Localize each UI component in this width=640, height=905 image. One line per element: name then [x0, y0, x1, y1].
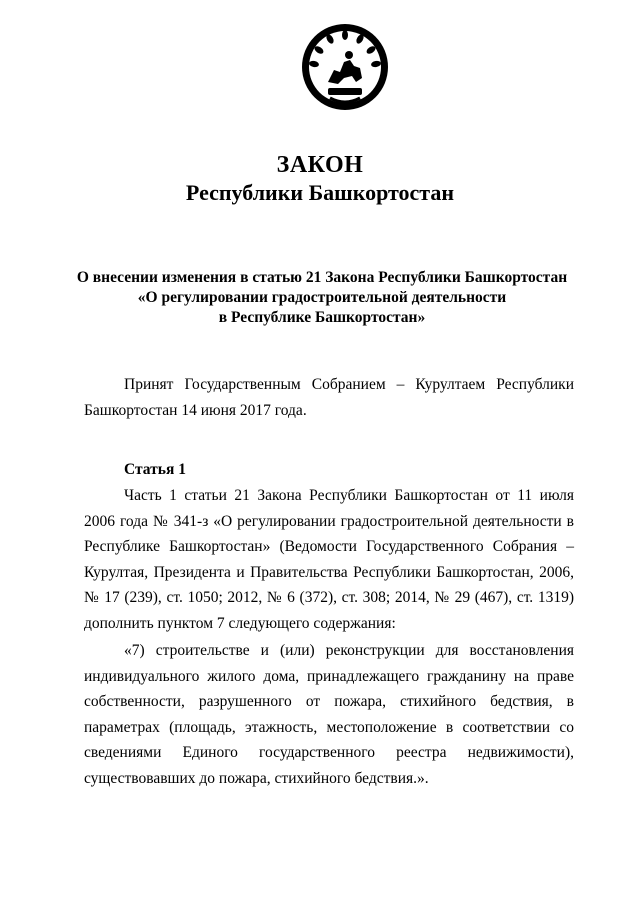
paragraph-line: Курултая, Президента и Правительства Республики Башкортостан, 2006, — [84, 563, 574, 581]
amendment-paragraph — [84, 638, 574, 792]
bashkortostan-coat-of-arms-icon — [300, 22, 390, 112]
paragraph-line: Республике Башкортостан» (Ведомости Государственного Собрания – — [84, 538, 574, 556]
document-title: ЗАКОН — [276, 152, 364, 178]
subject-line: О внесении изменения в статью 21 Закона Республики Башкортостан — [76, 269, 568, 286]
document-subtitle: Республики Башкортостан — [185, 180, 455, 205]
paragraph-line: сведениями Единого государственного реестра недвижимости), — [84, 744, 574, 762]
paragraph-line: «7) строительстве и (или) реконструкции для восстановления — [124, 642, 574, 659]
law-subject-heading — [72, 268, 572, 328]
article-paragraph — [84, 483, 574, 637]
paragraph-line: собственности, разрушенного от пожара, стихийного бедствия, в — [84, 693, 574, 711]
paragraph-line: параметрах (площадь, этажность, местоположение в соответствии со — [84, 718, 574, 736]
paragraph-line: 2006 года № 341-з «О регулировании градостроительной деятельности в — [84, 512, 574, 530]
adoption-paragraph — [84, 372, 574, 423]
paragraph-line: индивидуального жилого дома, принадлежащего гражданину на праве — [84, 667, 574, 685]
article-heading: Статья 1 — [124, 461, 186, 478]
paragraph-line: Башкортостан 14 июня 2017 года. — [84, 401, 307, 419]
paragraph-line: Принят Государственным Собранием – Курултаем Республики — [124, 376, 574, 393]
paragraph-line: № 17 (239), ст. 1050; 2012, № 6 (372), ст. 308; 2014, № 29 (467), ст. 1319) — [84, 589, 574, 607]
paragraph-line: Часть 1 статьи 21 Закона Республики Башкортостан от 11 июля — [124, 487, 574, 504]
paragraph-line: дополнить пунктом 7 следующего содержания: — [84, 614, 396, 632]
subject-line: в Республике Башкортостан» — [218, 309, 426, 326]
paragraph-line: существовавших до пожара, стихийного бедствия.». — [84, 769, 429, 787]
subject-line: «О регулировании градостроительной деятельности — [137, 289, 507, 306]
